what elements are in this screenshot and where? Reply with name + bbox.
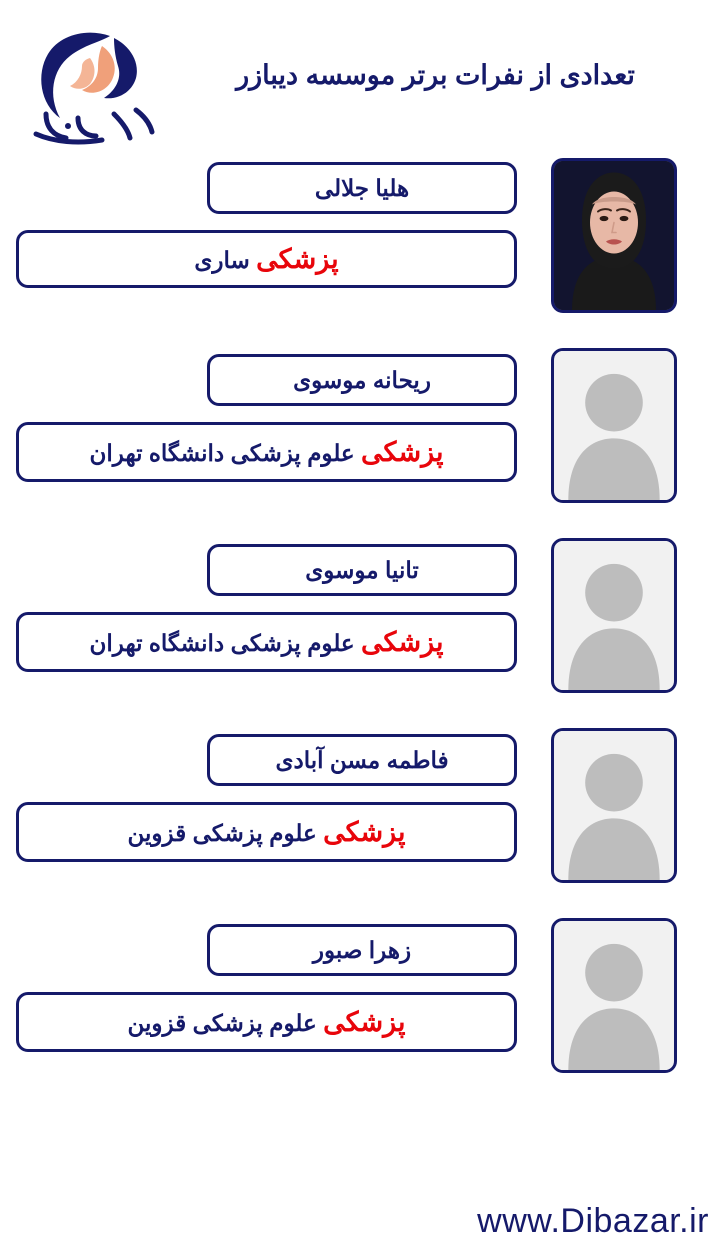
student-name-pill (207, 162, 517, 214)
placeholder-avatar-icon (554, 351, 674, 500)
page-header (0, 0, 709, 150)
list-item (8, 530, 701, 720)
student-field (194, 244, 338, 275)
student-field-pill (16, 992, 517, 1052)
placeholder-avatar-icon (554, 921, 674, 1070)
student-field-rest: علوم پزشکی قزوین (127, 819, 317, 846)
avatar (551, 348, 677, 503)
avatar (551, 918, 677, 1073)
placeholder-avatar-icon (554, 541, 674, 690)
list-item (8, 720, 701, 910)
student-name-pill (207, 734, 517, 786)
student-name: زهرا صبور (312, 936, 412, 963)
avatar (551, 158, 677, 313)
page-title: تعدادی از نفرات برتر موسسه دیبازر (236, 60, 635, 90)
placeholder-avatar-icon (554, 731, 674, 880)
page-footer (0, 1182, 709, 1260)
student-name-pill (207, 544, 517, 596)
list-item (8, 150, 701, 340)
student-field (90, 627, 444, 658)
portrait-photo-woman-icon (554, 161, 674, 310)
student-field-highlight: پزشکی (323, 816, 406, 847)
student-field-highlight: پزشکی (323, 1006, 406, 1037)
avatar (551, 538, 677, 693)
student-field-pill (16, 422, 517, 482)
student-field (90, 437, 444, 468)
student-field-highlight: پزشکی (256, 243, 339, 274)
student-field-rest: ساری (194, 246, 250, 273)
top-students-list (0, 150, 709, 1100)
student-field (127, 817, 405, 848)
avatar (551, 728, 677, 883)
student-field (127, 1007, 405, 1038)
student-field-pill (16, 802, 517, 862)
student-field-highlight: پزشکی (361, 626, 444, 657)
student-name-pill (207, 924, 517, 976)
student-field-pill (16, 230, 517, 288)
student-field-rest: علوم پزشکی دانشگاه تهران (89, 439, 355, 466)
student-field-rest: علوم پزشکی قزوین (127, 1009, 317, 1036)
student-name: تانیا موسوی (305, 556, 419, 583)
student-name: فاطمه مسن آبادی (275, 746, 449, 773)
website-url[interactable]: www.Dibazar.ir (477, 1201, 709, 1240)
student-field-rest: علوم پزشکی دانشگاه تهران (89, 629, 355, 656)
student-name: ریحانه موسوی (293, 366, 431, 393)
student-name-pill (207, 354, 517, 406)
student-field-pill (16, 612, 517, 672)
list-item (8, 910, 701, 1100)
dibazar-bird-logo-icon (18, 18, 168, 146)
list-item (8, 340, 701, 530)
student-name: هلیا جلالی (314, 174, 410, 201)
student-field-highlight: پزشکی (361, 436, 444, 467)
